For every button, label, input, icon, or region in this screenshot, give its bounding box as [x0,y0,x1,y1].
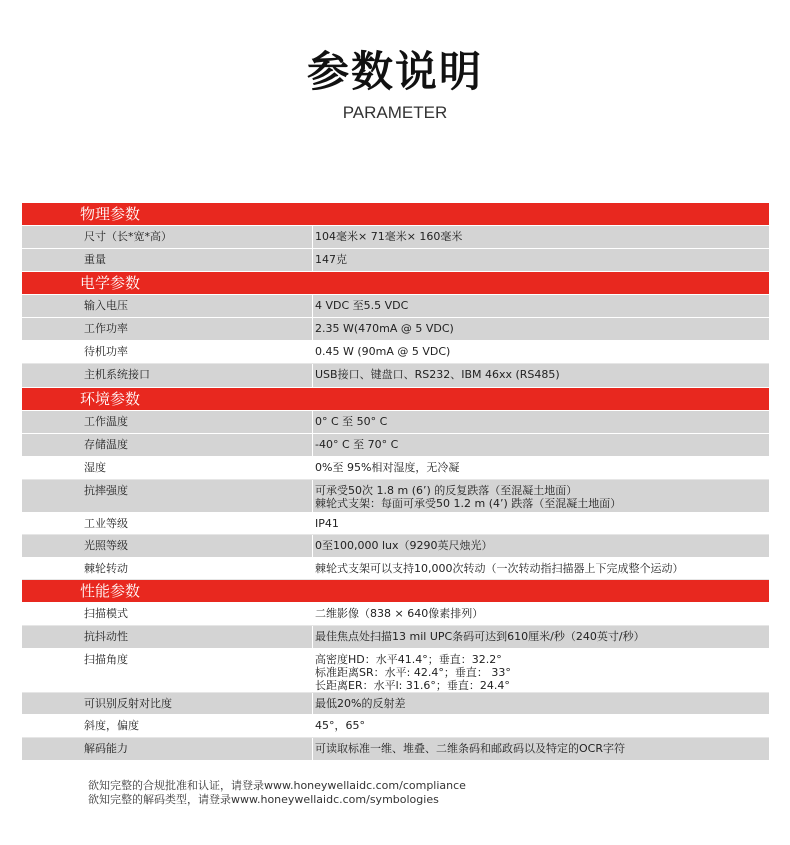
spec-value-line: 0%至 95%相对湿度，无冷凝 [315,461,460,474]
spec-value-line: 二维影像（838 × 640像素排列） [315,607,484,620]
spec-value-line: 高密度HD：水平41.4°；垂直：32.2° [315,653,502,666]
spec-value [312,457,769,479]
spec-value-line: 2.35 W(470mA @ 5 VDC) [315,322,454,335]
spec-value-line: 棘轮式支架可以支持10,000次转动（一次转动指扫描器上下完成整个运动） [315,562,684,575]
spec-value-line: USB接口、键盘口、RS232、IBM 46xx (RS485) [315,368,560,381]
spec-row [22,341,769,364]
footer-line: 欲知完整的合规批准和认证，请登录www.honeywellaidc.com/compliance [88,779,466,792]
spec-row [22,715,769,738]
spec-value-line: 0至100,000 lux（9290英尺烛光） [315,539,493,552]
spec-value [312,295,769,317]
spec-label: 工业等级 [84,517,128,530]
spec-value [312,513,769,534]
spec-value-line: 最佳焦点处扫描13 mil UPC条码可达到610厘米/秒（240英寸/秒） [315,630,645,643]
page-title: 参数说明 [306,47,483,96]
spec-value [312,603,769,625]
spec-row [22,738,769,761]
spec-label: 输入电压 [84,299,128,312]
spec-value-line: 4 VDC 至5.5 VDC [315,299,409,312]
spec-row [22,249,769,272]
spec-row [22,649,769,693]
spec-value [312,480,769,512]
spec-label: 抗抖动性 [84,630,128,643]
spec-row [22,318,769,341]
section-header: 物理参数 [22,203,769,226]
spec-value-line: 可承受50次 1.8 m (6’) 的反复跌落（至混凝土地面） [315,484,578,497]
spec-label: 扫描角度 [84,653,128,666]
spec-label: 工作温度 [84,415,128,428]
spec-label: 棘轮转动 [84,562,128,575]
spec-label: 湿度 [84,461,106,474]
spec-row [22,295,769,318]
spec-value [312,434,769,456]
section-header: 电学参数 [22,272,769,295]
spec-label: 待机功率 [84,345,128,358]
page-subtitle: PARAMETER [342,103,448,122]
spec-row [22,480,769,513]
spec-value-line: 棘轮式支架：每面可承受50 1.2 m (4’) 跌落（至混凝土地面） [315,497,622,510]
spec-value [312,738,769,760]
footer-notes [88,779,466,807]
spec-label: 重量 [84,253,106,266]
spec-label: 存储温度 [84,438,128,451]
spec-value-line: IP41 [315,517,339,530]
spec-row [22,226,769,249]
spec-value [312,535,769,557]
spec-value [312,626,769,648]
spec-label: 主机系统接口 [84,368,150,381]
spec-value [312,226,769,248]
spec-row [22,535,769,558]
spec-row [22,513,769,535]
spec-label: 解码能力 [84,742,128,755]
spec-value-line: 最低20%的反射差 [315,697,406,710]
spec-value [312,411,769,433]
spec-value [312,249,769,271]
spec-label: 抗摔强度 [84,484,128,497]
section-header: 环境参数 [22,388,769,411]
spec-row [22,626,769,649]
spec-value-line: 标准距离SR：水平: 42.4°；垂直： 33° [315,666,511,679]
spec-row [22,457,769,480]
spec-label: 斜度，偏度 [84,719,139,732]
spec-row [22,603,769,626]
spec-value-line: 0.45 W (90mA @ 5 VDC) [315,345,451,358]
spec-row [22,364,769,388]
spec-value [312,693,769,714]
spec-value-line: 104毫米× 71毫米× 160毫米 [315,230,463,243]
spec-label: 光照等级 [84,539,128,552]
spec-value-line: 45°，65° [315,719,365,732]
spec-row [22,693,769,715]
section-header: 性能参数 [22,580,769,603]
spec-value-line: 0° C 至 50° C [315,415,388,428]
spec-table [22,203,769,761]
spec-label: 扫描模式 [84,607,128,620]
spec-value [312,341,769,363]
spec-label: 尺寸（长*宽*高） [84,230,172,243]
spec-value-line: 147克 [315,253,347,266]
spec-label: 工作功率 [84,322,128,335]
spec-value [312,558,769,579]
spec-row [22,411,769,434]
spec-value [312,364,769,387]
spec-value [312,715,769,737]
spec-row [22,434,769,457]
spec-value [312,318,769,340]
spec-label: 可识别反射对比度 [84,697,172,710]
spec-value-line: -40° C 至 70° C [315,438,399,451]
footer-line: 欲知完整的解码类型，请登录www.honeywellaidc.com/symbologies [88,793,439,806]
spec-value [312,649,769,692]
spec-value-line: 可读取标准一维、堆叠、二维条码和邮政码以及特定的OCR字符 [315,742,625,755]
spec-value-line: 长距离ER：水平l: 31.6°；垂直：24.4° [315,679,510,692]
spec-row [22,558,769,580]
